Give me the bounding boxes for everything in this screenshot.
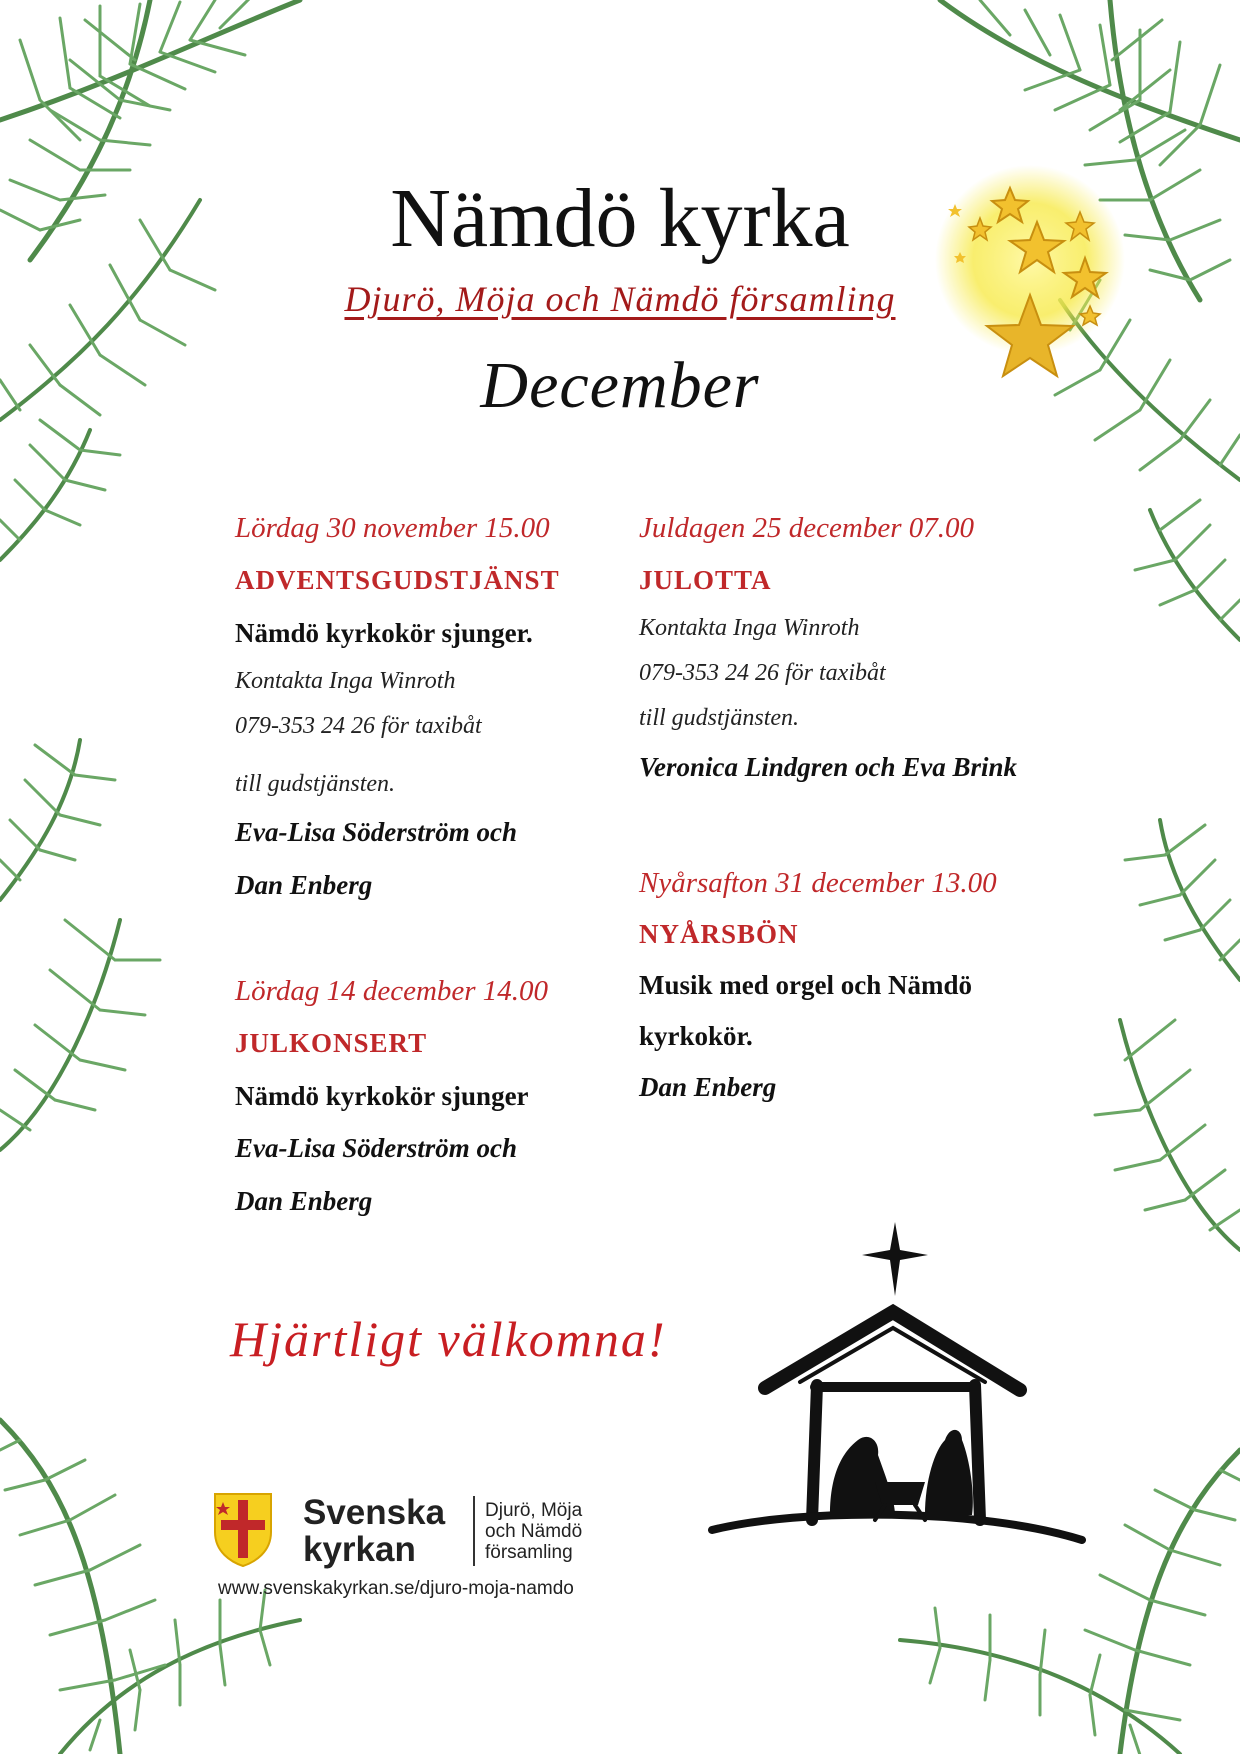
nativity-silhouette — [712, 1222, 1082, 1540]
event-date: Nyårsafton 31 december 13.00 — [639, 867, 997, 899]
logo-divider — [473, 1496, 475, 1566]
logo-wordmark-line: kyrkan — [303, 1530, 416, 1569]
page-title: Nämdö kyrka — [390, 172, 850, 265]
event-performer: Dan Enberg — [639, 1072, 777, 1102]
event-note: 079-353 24 26 för taxibåt — [639, 660, 886, 686]
event-note: till gudstjänsten. — [235, 771, 396, 797]
logo-wordmark — [303, 1494, 445, 1568]
pine-branch-right — [1095, 820, 1240, 1250]
svenska-kyrkan-logo — [213, 1492, 633, 1572]
logo-parish-line: församling — [485, 1542, 573, 1563]
event-description: Nämdö kyrkokör sjunger — [235, 1081, 529, 1111]
event-performer: Veronica Lindgren och Eva Brink — [639, 752, 1018, 782]
logo-wordmark-line: Svenska — [303, 1493, 446, 1532]
event-note: till gudstjänsten. — [639, 705, 800, 731]
logo-parish-line: Djurö, Möja — [485, 1500, 583, 1521]
parish-subtitle: Djurö, Möja och Nämdö församling — [344, 279, 896, 319]
event-performer: Eva-Lisa Söderström och — [235, 1133, 518, 1163]
website-link[interactable]: www.svenskakyrkan.se/djuro-moja-namdo — [218, 1578, 574, 1599]
event-description: Musik med orgel och Nämdö — [639, 970, 972, 1000]
event-date: Juldagen 25 december 07.00 — [639, 512, 975, 544]
event-description: kyrkokör. — [639, 1021, 753, 1051]
pine-branch-left — [0, 740, 160, 1150]
event-performer: Dan Enberg — [235, 870, 373, 900]
event-note: Kontakta Inga Winroth — [235, 668, 456, 694]
event-date: Lördag 14 december 14.00 — [235, 975, 549, 1007]
month-heading: December — [480, 349, 760, 422]
event-performer: Eva-Lisa Söderström och — [235, 817, 518, 847]
event-title: NYÅRSBÖN — [639, 919, 799, 949]
event-description: Nämdö kyrkokör sjunger. — [235, 618, 533, 648]
church-crest-icon — [213, 1492, 273, 1568]
event-note: 079-353 24 26 för taxibåt — [235, 713, 482, 739]
event-date: Lördag 30 november 15.00 — [235, 512, 550, 544]
logo-parish-name — [485, 1500, 582, 1563]
event-title: JULKONSERT — [235, 1028, 428, 1058]
event-performer: Dan Enberg — [235, 1186, 373, 1216]
logo-parish-line: och Nämdö — [485, 1521, 583, 1542]
event-title: ADVENTSGUDSTJÄNST — [235, 565, 560, 595]
event-title: JULOTTA — [639, 565, 772, 595]
welcome-message: Hjärtligt välkomna! — [230, 1311, 667, 1367]
event-note: Kontakta Inga Winroth — [639, 615, 860, 641]
